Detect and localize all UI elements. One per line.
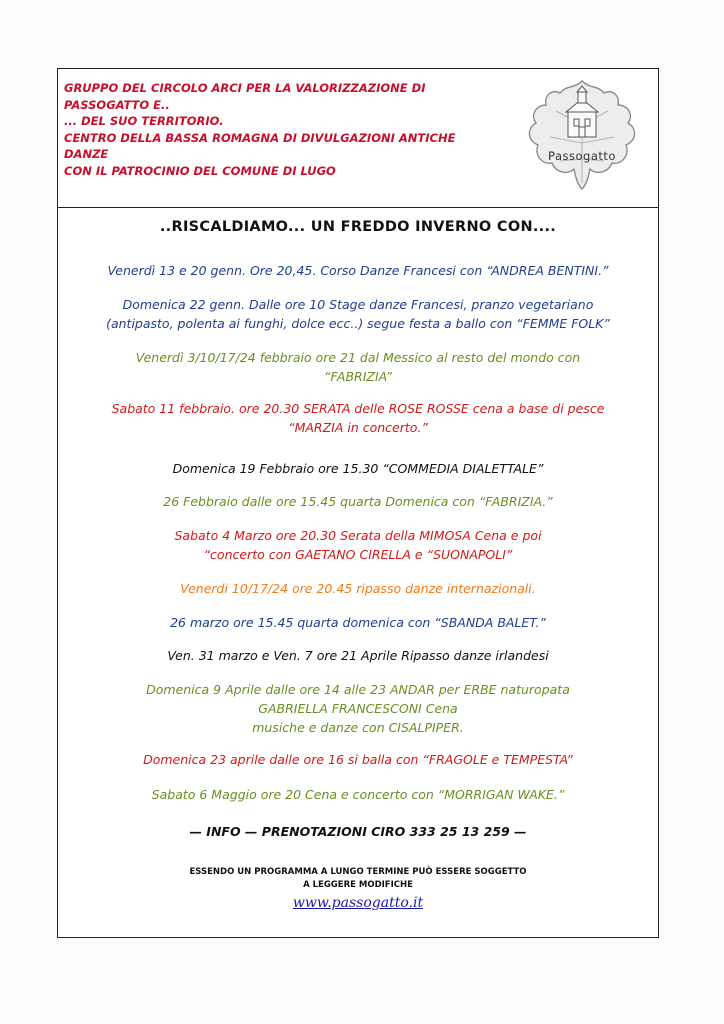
event-item (58, 750, 658, 769)
event-line: Domenica 22 genn. Dalle ore 10 Stage danze Francesi, pranzo vegetariano (122, 297, 594, 312)
event-line: Domenica 19 Febbraio ore 15.30 “COMMEDIA DIALETTALE” (172, 461, 544, 476)
event-item (58, 295, 658, 333)
event-line: Ven. 31 marzo e Ven. 7 ore 21 Aprile Ripasso danze irlandesi (167, 648, 549, 663)
header-line: PASSOGATTO E.. (64, 97, 170, 112)
event-line: “concerto con GAETANO CIRELLA e “SUONAPOLI” (203, 547, 513, 562)
disclaimer-line: A LEGGERE MODIFICHE (303, 880, 413, 890)
event-line: Domenica 9 Aprile dalle ore 14 alle 23 ANDAR per ERBE naturopata (146, 682, 570, 697)
event-item (58, 579, 658, 598)
event-line: 26 Febbraio dalle ore 15.45 quarta Domenica con “FABRIZIA.” (163, 494, 553, 509)
event-line: Venerdi 10/17/24 ore 20.45 ripasso danze internazionali. (180, 581, 536, 596)
header-line: CENTRO DELLA BASSA ROMAGNA DI DIVULGAZIONI ANTICHE (64, 130, 456, 145)
disclaimer-line: ESSENDO UN PROGRAMMA A LUNGO TERMINE PUÒ ESSERE SOGGETTO (189, 867, 527, 877)
leaf-emblem-icon (516, 75, 648, 193)
event-line: 26 marzo ore 15.45 quarta domenica con “SBANDA BALET.” (170, 615, 546, 630)
header-line: ... DEL SUO TERRITORIO. (64, 114, 224, 128)
header-line: GRUPPO DEL CIRCOLO ARCI PER LA VALORIZZAZIONE DI (64, 81, 426, 95)
flyer-sheet (57, 68, 659, 938)
logo-caption: Passogatto (548, 149, 616, 163)
event-item (58, 785, 658, 804)
header-text (64, 80, 504, 179)
event-line: musiche e danze con CISALPIPER. (252, 720, 464, 735)
headline: ..RISCALDIAMO... UN FREDDO INVERNO CON.... (159, 219, 557, 235)
header-box (58, 69, 658, 208)
event-line: Domenica 23 aprile dalle ore 16 si balla con “FRAGOLE e TEMPESTA” (143, 752, 573, 767)
event-item (58, 261, 658, 280)
event-line: GABRIELLA FRANCESCONI Cena (258, 701, 458, 716)
event-line: Sabato 11 febbraio. ore 20.30 SERATA delle ROSE ROSSE cena a base di pesce (111, 401, 605, 416)
header-line: CON IL PATROCINIO DEL COMUNE DI LUGO (64, 163, 336, 178)
event-line: (antipasto, polenta ai funghi, dolce ecc..) segue festa a ballo con “FEMME FOLK” (106, 316, 610, 331)
header-line: DANZE (64, 147, 109, 161)
event-line: “MARZIA in concerto.” (288, 420, 428, 435)
event-item (58, 348, 658, 386)
event-item (58, 459, 658, 478)
website-link[interactable]: www.passogatto.it (292, 895, 424, 911)
disclaimer (58, 866, 658, 892)
event-line: “FABRIZIA” (323, 369, 393, 384)
event-item (58, 526, 658, 564)
event-line: Sabato 6 Maggio ore 20 Cena e concerto con “MORRIGAN WAKE.” (151, 787, 565, 802)
event-item (58, 492, 658, 511)
event-item (58, 613, 658, 632)
event-item (58, 399, 658, 437)
event-item (58, 646, 658, 665)
event-line: Sabato 4 Marzo ore 20.30 Serata della MIMOSA Cena e poi (174, 528, 542, 543)
passogatto-logo (516, 75, 648, 193)
event-line: Venerdì 13 e 20 genn. Ore 20,45. Corso Danze Francesi con “ANDREA BENTINI.” (107, 263, 609, 278)
event-line: Venerdì 3/10/17/24 febbraio ore 21 dal Messico al resto del mondo con (135, 350, 581, 365)
event-item (58, 680, 658, 737)
info-booking-line: — INFO — PRENOTAZIONI CIRO 333 25 13 259 — (189, 824, 527, 839)
